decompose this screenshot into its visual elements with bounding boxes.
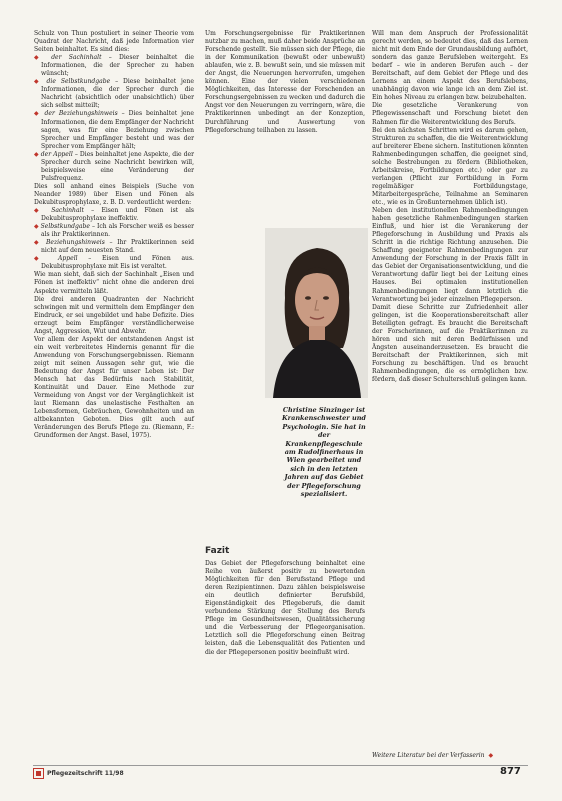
bullet-label: der Appell [40, 150, 73, 158]
list-item [34, 223, 194, 239]
list-item [34, 207, 194, 223]
col1-intro: Schulz von Thun postuliert in seiner Theorie vom Quadrat der Nachricht, daß jede Information vier Seiten beinhaltet. Es sind dies: [34, 30, 194, 54]
column-1 [34, 30, 194, 440]
author-photo [265, 228, 368, 398]
portrait-image [265, 228, 368, 398]
section-heading-fazit: Fazit [205, 546, 230, 556]
fazit-body [205, 560, 365, 657]
footer-journal [33, 768, 124, 779]
bullet-label: Beziehungshinweis [45, 239, 105, 247]
fazit-text: Das Gebiet der Pflegeforschung beinhaltet eine Reihe von äußerst positiv zu bewertenden Möglichkeiten für den Berufsstand Pflege und deren Rezipientinnen. Dazu zählen beispielsweise ein deutlich definierter Berufsbild, Eigenständigkeit des Pflegeberufs, die damit verbundene Stärkung der Stellung des Berufs Pflege im Gesundheitswesen, Qualitätssicherung und die Verbesserung der Pflegeorganisation. Letztlich soll die Pflegeforschung einen Beitrag leisten, daß die Lebensqualität des Patienten und die der Pflegepersonen positiv beeinflußt wird. [205, 560, 365, 656]
page-number: 877 [500, 766, 521, 777]
col1-after: Wie man sieht, daß sich der Sachinhalt „Eisen und Fönen ist ineffektiv“ nicht ohne die anderen drei Aspekte vermitteln läßt. [34, 271, 194, 295]
col3-top: Will man dem Anspruch der Professionalität gerecht werden, so bedeutet dies, daß das Lernen nicht mit dem Ende der Grundausbildung aufhört, sondern das ganze Berufsleben weitergeht. Es bedarf – wie in anderen Berufen auch – der Bereitschaft, auf dem Gebiet der Pflege und des Lernens an einem Aspekt des Berufslebens, unabhängig davon wie lange ich an dem Ziel ist. Ein hohes Niveau zu erlangen bzw. beizubehalten. [372, 30, 528, 102]
literature-reference-text: Weitere Literatur bei der Verfasserin [372, 752, 485, 759]
col3-p5: Damit diese Schritte zur Zufriedenheit aller gelingen, ist die Kooperationsbereitschaft aller Beteiligten gefragt. Es braucht die Bereitschaft der Forscherinnen, auf die Praktikerinnen zu hören und sich mit deren Bedürfnissen und Ängsten auseinanderzusetzen. Es braucht die Bereitschaft der Praktikerinnen, sich mit Forschung zu beschäftigen. Und es braucht Rahmenbedingungen, die es ermöglichen bzw. fördern, daß dieser Schulterschluß gelingen kann. [372, 303, 528, 384]
bullet-list-2 [34, 207, 194, 271]
col1-middle: Dies soll anhand eines Beispiels (Suche von Neander 1989) über Eisen und Fönen als Dekubitusprophylaxe, z. B. D. verdeutlicht werden: [34, 182, 194, 206]
journal-name: Pflegezeitschrift 11/98 [47, 770, 124, 777]
bullet-text: – Dieser beinhaltet die Informationen, die der Sprecher zu haben wünscht; [41, 54, 194, 78]
col1-para3: Vor allem der Aspekt der entstandenen Angst ist ein weit verbreitetes Hindernis genannt für die Anwendung von Forschungsergebnissen. Riemann zeigt mit seinen Aussagen sehr gut, wie die Bedeutung der Angst für unser Leben ist: Der Mensch hat das Bedürfnis nach Stabilität, Kontinuität und Dauer. Eine Methode zur Vermeidung von Angst vor der Vergänglichkeit ist laut Riemann das unelastische Festhalten an Lebensformen, Gebräuchen, Gewohnheiten und an altbekannten Geboten. Dies gilt auch auf Veränderungen des Berufs Pflege zu. (Riemann, F.: Grundformen der Angst. Basel, 1975). [34, 335, 194, 440]
bullet-text: – Dies beinhaltet jene Aspekte, die der Sprecher durch seine Nachricht bewirken will, beispielsweise eine Veränderung der Pulsfrequenz. [41, 150, 194, 182]
bullet-text: – Dies beinhaltet jene Informationen, die dem Empfänger der Nachricht sagen, was für eine Beziehung zwischen Sprecher und Empfänger besteht und was der Sprecher vom Empfänger hält; [41, 110, 195, 150]
diamond-bullet-icon: ◆ [34, 78, 47, 86]
bullet-label: die Selbstkundgabe [46, 78, 111, 86]
bullet-label: Sachinhalt [51, 207, 84, 215]
list-item [34, 151, 194, 183]
journal-logo-icon [33, 768, 44, 779]
bullet-label: der Beziehungshinweis [44, 110, 118, 118]
diamond-bullet-icon: ◆ [34, 207, 52, 215]
column-2 [205, 30, 365, 135]
list-item [34, 54, 194, 78]
col3-p2: Die gesetzliche Verankerung von Pflegewissenschaft und Forschung bietet den Rahmen für die Weiterentwicklung des Berufs. [372, 102, 528, 126]
diamond-bullet-icon: ◆ [34, 239, 46, 247]
footer-divider [33, 765, 528, 766]
bullet-text: – Ich als Forscher weiß es besser als ihr Praktikerinnen. [41, 223, 194, 239]
bullet-label: Appell [58, 255, 78, 263]
col3-p4: Neben den institutionellen Rahmenbedingungen haben gesetzliche Rahmenbedingungen starken Einfluß, und hier ist die Verankerung der Pflegeforschung in Ausbildung und Praxis als Schritt in die richtige Richtung anzusehen. Die Schaffung geeigneter Rahmenbedingungen zur Anwendung der Forschung in der Praxis fällt in das Gebiet der Organisationsentwicklung, und die Verantwortung dafür liegt bei der Leitung eines Hauses. Bei optimalen institutionellen Rahmenbedingungen liegt dann letztlich die Verantwortung bei jeder einzelnen Pflegeperson. [372, 207, 528, 303]
bullet-text: – Eisen und Fönen aus. Dekubitusprophylaxe mit Eis ist veraltet. [41, 255, 194, 271]
literature-reference [372, 752, 493, 759]
col2-top: Um Forschungsergebnisse für Praktikerinnen nutzbar zu machen, muß daher beide Ansprüche an Forschende gestellt. Sie müssen sich der Pflege, die in der Kommunikation (bewußt oder unbewußt) ablaufen, wie z. B. bewußt sein, und sie müssen mit der Angst, die Neuerungen hervorrufen, umgehen können. Eine der vielen verschiedenen Möglichkeiten, das Interesse der Forschenden an Forschungsergebnissen zu wecken und dadurch die Angst vor den Neuerungen zu verringern, wäre, die Praktikerinnen unbedingt an der Konzeption, Durchführung und Auswertung von Pflegeforschung teilhaben zu lassen. [205, 30, 365, 134]
bullet-text: – Eisen und Fönen ist als Dekubitusprophylaxe ineffektiv. [41, 207, 195, 223]
column-3 [372, 30, 528, 384]
bullet-text: – Diese beinhaltet jene Informationen, die der Sprecher durch die Nachricht (absichtlich oder unabsichtlich) über sich selbst mitteilt; [41, 78, 194, 110]
list-item [34, 255, 194, 271]
diamond-bullet-icon: ◆ [34, 110, 45, 118]
diamond-bullet-icon: ◆ [34, 223, 41, 231]
diamond-bullet-icon: ◆ [34, 150, 41, 158]
bullet-label: der Sachinhalt [51, 54, 102, 62]
col3-p3: Bei den nächsten Schritten wird es darum gehen, Strukturen zu schaffen, die die Weiterentwicklung auf breiterer Ebene sichern. Institutionen könnten Rahmenbedingungen schaffen, die geeignet sind, solche Bestrebungen zu fördern (Bibliotheken, Arbeitskreise, Fortbildungen etc.) oder gar zu verlangen (Pflicht zur Fortbildung in Form regelmäßiger Fortbildungstage, Mitarbeitergespräche, Teilnahme an Seminaren etc., wie es in Großunternehmen üblich ist). [372, 126, 528, 206]
photo-caption: Christine Sinzinger ist Krankenschwester und Psychologin. Sie hat in der Krankenpflegeschule am Rudolfinerhaus in Wien gearbeitet und sich in den letzten Jahren auf das Gebiet der Pflegeforschung spezialisiert. [282, 406, 366, 499]
diamond-bullet-icon: ◆ [34, 54, 52, 62]
bullet-list-1 [34, 54, 194, 183]
list-item [34, 239, 194, 255]
col1-para2: Die drei anderen Quadranten der Nachricht schwingen mit und vermitteln dem Empfänger den Eindruck, er sei ungebildet und habe Defizite. Dies erzeugt beim Empfänger verständlicherweise Angst, Aggression, Wut und Abwehr. [34, 295, 194, 335]
bullet-label: Selbstkundgabe [40, 223, 90, 231]
list-item [34, 110, 194, 150]
diamond-end-icon: ◆ [488, 752, 494, 759]
list-item [34, 78, 194, 110]
diamond-bullet-icon: ◆ [34, 255, 59, 263]
bullet-text: – Ihr Praktikerinnen seid nicht auf dem neuesten Stand. [41, 239, 194, 255]
